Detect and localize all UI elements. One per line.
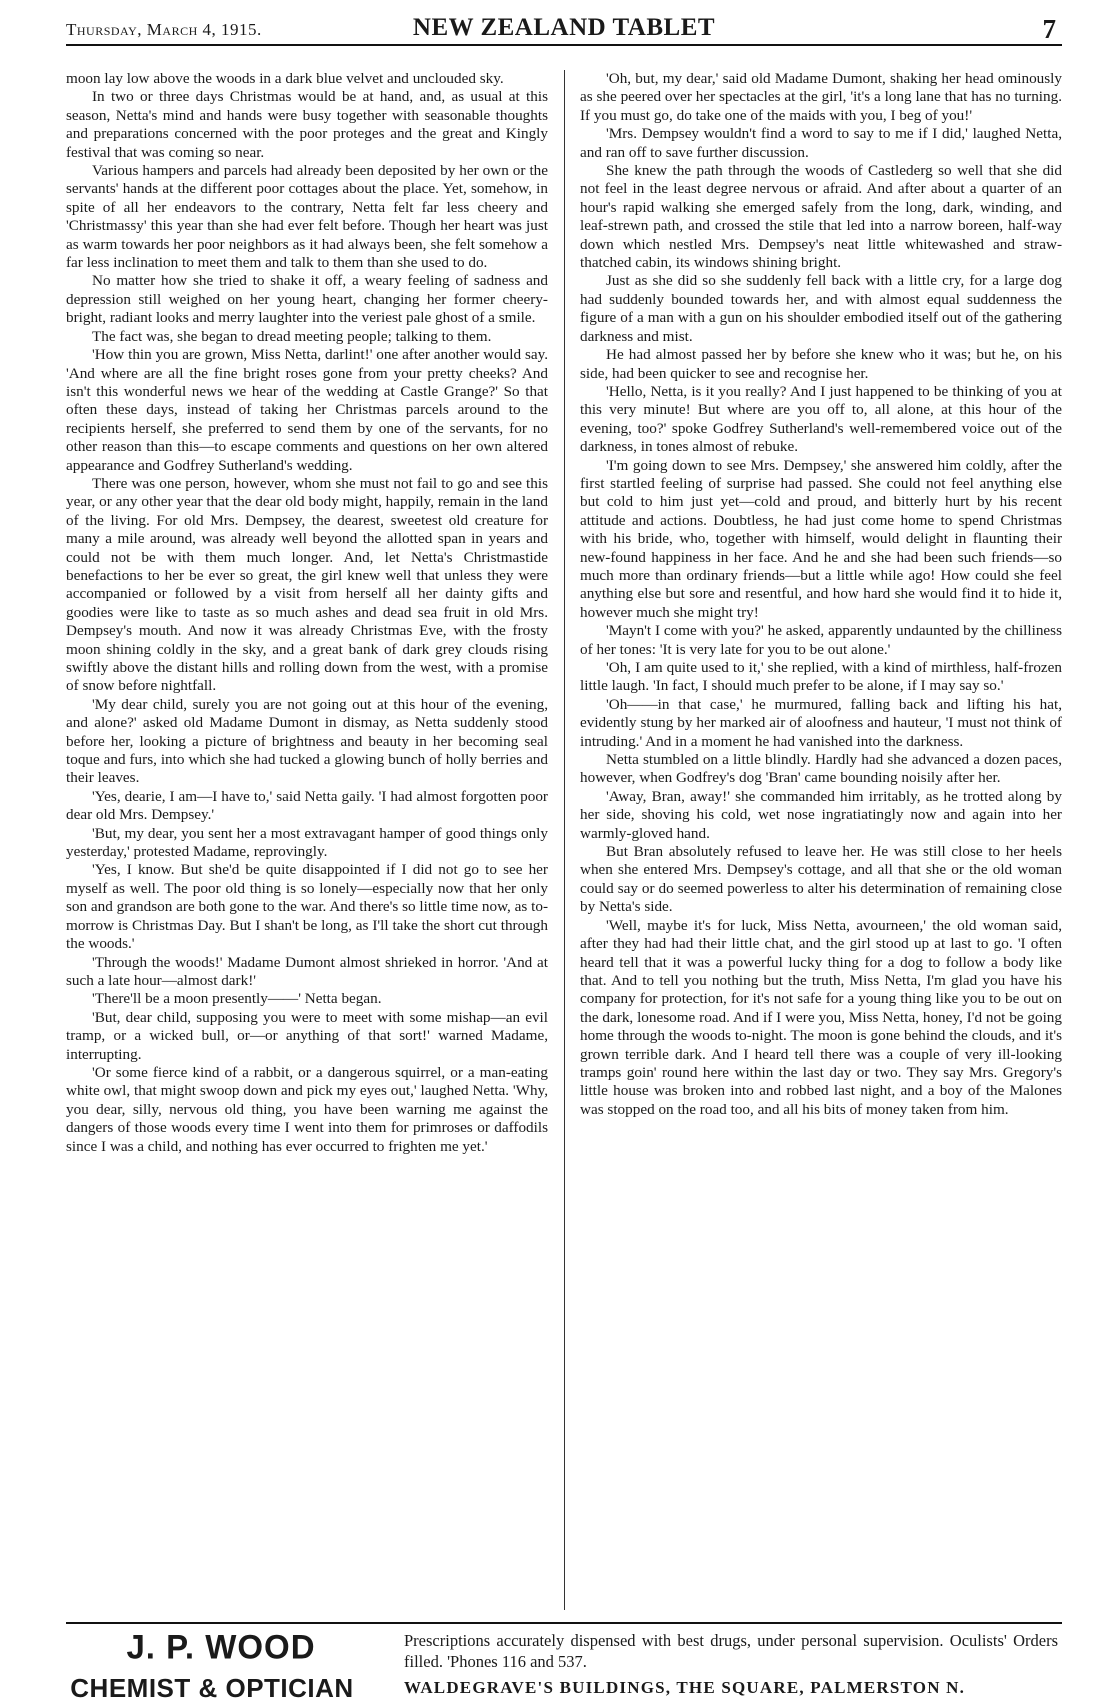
article-paragraph: 'Yes, dearie, I am—I have to,' said Netta gaily. 'I had almost forgotten poor dear old Mrs. Dempsey.': [66, 787, 548, 824]
article-paragraph: 'Hello, Netta, is it you really? And I just happened to be thinking of you at this very minute! But where are you off to, all alone, at this hour of the evening, too?' spoke Godfrey Sutherland's well-remembered voice out of the darkness, in tones almost of rebuke.: [580, 382, 1062, 456]
article-paragraph: He had almost passed her by before she knew who it was; but he, on his side, had been quicker to see and recognise her.: [580, 346, 1062, 382]
article-paragraph: 'But, dear child, supposing you were to meet with some mishap—an evil tramp, or a wicked bull, or—or anything of that sort!' warned Madame, interrupting.: [66, 1008, 548, 1063]
newspaper-title: NEW ZEALAND TABLET: [412, 14, 716, 41]
article-paragraph: 'How thin you are grown, Miss Netta, darlint!' one after another would say. 'And where are all the fine bright roses gone from your pretty cheeks? And isn't this wonderful news we hear of the wedding at Castle Grange?' So that often these days, instead of taking her Christmas parcels around to the recipients herself, she preferred to send them by one of the servants, for no other reason than this—to escape comments and questions on her own altered appearance and Godfrey Sutherland's wedding.: [66, 346, 548, 474]
article-paragraph: 'There'll be a moon presently——' Netta began.: [92, 990, 382, 1008]
advert-trade: CHEMIST & OPTICIAN: [70, 1673, 354, 1703]
article-paragraph: Just as she did so she suddenly fell back with a little cry, for a large dog had suddenly bounded towards her, and with almost equal suddenness the figure of a man with a gun on his shoulder embodied itself out of the gathering darkness and mist.: [580, 272, 1062, 345]
article-paragraph: The fact was, she began to dread meeting people; talking to them.: [92, 327, 492, 345]
article-paragraph: 'Oh, but, my dear,' said old Madame Dumont, shaking her head ominously as she peered over her spectacles at the girl, 'it's a long lane that has no turning. If you must go, do take one of the maids with you, I beg of you!': [580, 70, 1062, 124]
right-column: [580, 70, 1062, 1612]
article-paragraph: But Bran absolutely refused to leave her. He was still close to her heels when she entered Mrs. Dempsey's cottage, and all that she or the old woman could say or do seemed powerless to alter his determination of remaining close by Netta's side.: [580, 843, 1062, 916]
article-paragraph: 'But, my dear, you sent her a most extravagant hamper of good things only yesterday,' protested Madame, reprovingly.: [66, 824, 548, 861]
article-body: [66, 70, 1062, 1612]
left-column: [66, 70, 548, 1612]
page-header: [66, 14, 1062, 46]
article-paragraph: There was one person, however, whom she must not fail to go and see this year, or any other year that the dear old body might, happily, remain in the land of the living. For old Mrs. Dempsey, the dearest, sweetest old creature for many a mile around, was already well beyond the allotted span in years and could not be with them much longer. And, let Netta's Christmastide benefactions to her be ever so great, the girl knew well that unless they were accompanied or followed by a visit from herself all her dainty gifts and goodies were like to taste as so much ashes and dead sea fruit in old Mrs. Dempsey's mouth. And now it was already Christmas Eve, with the frosty moon shining coldly in the sky, and a great bank of dark grey clouds rising swiftly above the distant hills and rolling down from the west, with a promise of snow before nightfall.: [66, 474, 548, 695]
advert-address: WALDEGRAVE'S BUILDINGS, THE SQUARE, PALMERSTON N.: [404, 1678, 966, 1697]
advert-divider: [66, 1622, 1062, 1624]
article-paragraph: Netta stumbled on a little blindly. Hardly had she advanced a dozen paces, however, when Godfrey's dog 'Bran' came bounding noisily after her.: [580, 751, 1062, 787]
article-paragraph: 'Well, maybe it's for luck, Miss Netta, avourneen,' the old woman said, after they had had their little chat, and the girl stood up at last to go. 'I often heard tell that it was a powerful lucky thing for a dog to follow a body like that. And to tell you nothing but the truth, Miss Netta, I'm glad you have his company for protection, for it's not safe for a young thing like you to be out on the dark, lonesome road. And if I were you, Miss Netta, honey, I'd not be going home through the woods to-night. The moon is gone behind the clouds, and it's grown terrible dark. And I heard tell there was a couple of very ill-looking tramps goin' round here within the last day or two. They say Mrs. Gregory's little house was broken into and robbed last night, and a boy of the Malones was stopped on the road too, and all his bits of money taken from him.: [580, 916, 1062, 1118]
article-paragraph: 'Oh——in that case,' he murmured, falling back and lifting his hat, evidently stung by her marked air of aloofness and hauteur, 'I must not think of intruding.' And in a moment he had vanished into the darkness.: [580, 695, 1062, 750]
article-paragraph: 'Or some fierce kind of a rabbit, or a dangerous squirrel, or a man-eating white owl, that might swoop down and pick my eyes out,' laughed Netta. 'Why, you dear, silly, nervous old thing, you have been warning me against the dangers of those woods every time I went into them for primroses or daffodils since I was a child, and nothing has ever occurred to frighten me yet.': [66, 1063, 548, 1155]
article-paragraph: Various hampers and parcels had already been deposited by her own or the servants' hands at the different poor cottages about the place. Yet, somehow, in spite of all her endeavors to the contrary, Netta felt far less cheery and 'Christmassy' this year than she had ever felt before. Though her heart was just as warm towards her poor neighbors as it had always been, she felt somehow a far less inclination to meet them and talk to them than she used to do.: [66, 162, 548, 272]
article-paragraph: moon lay low above the woods in a dark blue velvet and unclouded sky.: [66, 70, 504, 87]
article-paragraph: In two or three days Christmas would be at hand, and, as usual at this season, Netta's mind and hands were busy together with seasonable thoughts and preparations concerned with the poor proteges and the great and Kingly festival that was coming so near.: [66, 88, 548, 161]
article-paragraph: 'Mayn't I come with you?' he asked, apparently undaunted by the chilliness of her tones: 'It is very late for you to be out alone.': [580, 622, 1062, 658]
column-divider: [564, 70, 565, 1610]
advert-business-name: J. P. WOOD: [126, 1627, 316, 1666]
page-number: 7: [1042, 14, 1056, 44]
article-paragraph: No matter how she tried to shake it off, a weary feeling of sadness and depression still weighed on her young heart, changing her former cheery-bright, radiant looks and merry laughter into the veriest pale ghost of a smile.: [66, 272, 548, 327]
issue-date: Thursday, March 4, 1915.: [66, 20, 262, 39]
article-paragraph: 'Mrs. Dempsey wouldn't find a word to say to me if I did,' laughed Netta, and ran off to save further discussion.: [580, 125, 1062, 161]
article-paragraph: She knew the path through the woods of Castlederg so well that she did not feel in the least degree nervous or afraid. And after about a quarter of an hour's rapid walking she emerged safely from the long, dark, winding, and leaf-strewn path, and crossed the stile that led into a narrow boreen, half-way down which nestled Mrs. Dempsey's neat little whitewashed and straw-thatched cabin, its windows shining bright.: [580, 162, 1062, 272]
article-paragraph: 'My dear child, surely you are not going out at this hour of the evening, and alone?' asked old Madame Dumont in dismay, as Netta suddenly stood before her, looking a picture of brightness and beauty in her becoming seal toque and furs, into which she had tucked a glowing bunch of holly berries and their leaves.: [66, 695, 548, 787]
article-paragraph: 'Yes, I know. But she'd be quite disappointed if I did not go to see her myself as well. The poor old thing is so lonely—especially now that her only son and grandson are both gone to the war. And there's so little time now, as to-morrow is Christmas Day. But I shan't be long, as I'll take the short cut through the woods.': [66, 861, 548, 953]
article-paragraph: 'Oh, I am quite used to it,' she replied, with a kind of mirthless, half-frozen little laugh. 'In fact, I should much prefer to be alone, if I may say so.': [580, 659, 1062, 695]
article-paragraph: 'Away, Bran, away!' she commanded him irritably, as he trotted along by her side, shoving his cold, wet nose ingratiatingly now and again into her warmly-gloved hand.: [580, 787, 1062, 842]
article-paragraph: 'I'm going down to see Mrs. Dempsey,' she answered him coldly, after the first startled feeling of surprise had passed. She could not feel anything else but cold to him just yet—cold and proud, and bitterly hurt by his recent attitude and actions. Doubtless, he had just come home to spend Christmas with his bride, who, together with himself, would delight in flaunting their new-found happiness in her face. And he and she had been such friends—so much more than ordinary friends—but a little while ago! How could she feel anything else but sore and resentful, and how hard she would find it to hide it, however much she might try!: [580, 456, 1062, 621]
advert-description: Prescriptions accurately dispensed with best drugs, under personal supervision. Oculists' Orders filled. 'Phones 116 and 537.: [404, 1631, 1058, 1671]
article-paragraph: 'Through the woods!' Madame Dumont almost shrieked in horror. 'And at such a late hour—almost dark!': [66, 953, 548, 989]
